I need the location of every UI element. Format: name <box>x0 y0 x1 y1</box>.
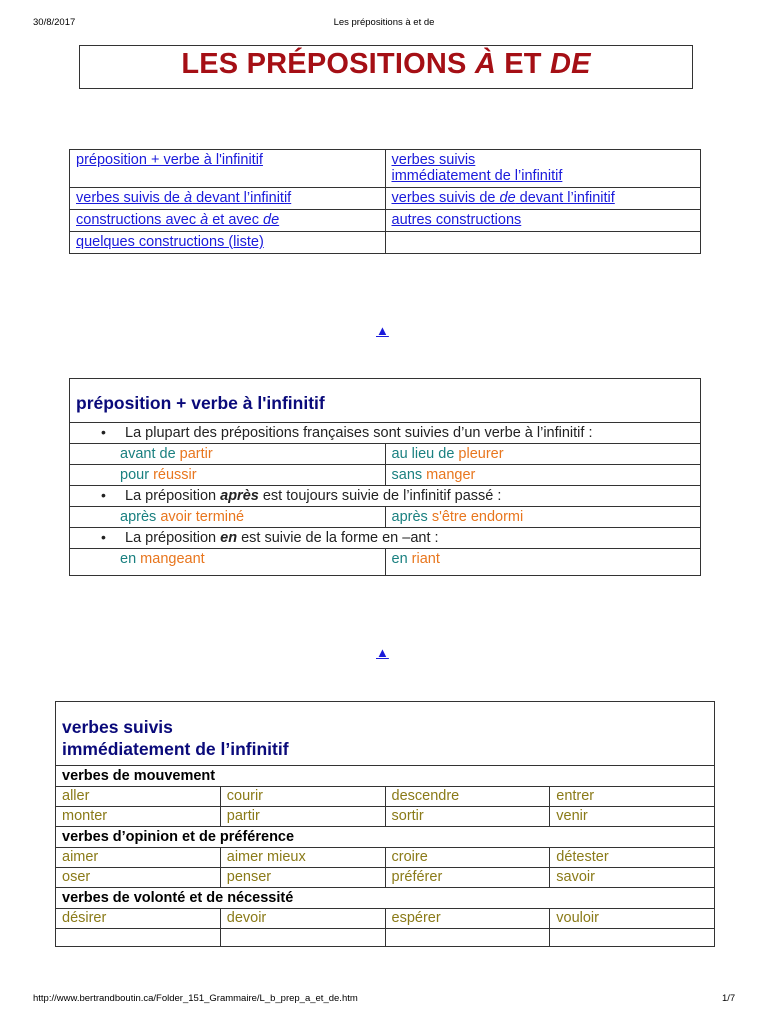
group-title: verbes d’opinion et de préférence <box>56 827 715 848</box>
section-verbes-immediatement <box>55 701 715 947</box>
toc-link-preposition-infinitif[interactable]: préposition + verbe à l'infinitif <box>76 152 263 168</box>
print-page-number: 1/7 <box>722 993 736 1004</box>
toc-cell <box>385 150 701 188</box>
print-url: http://www.bertrandboutin.ca/Folder_151_Grammaire/L_b_prep_a_et_de.htm <box>33 993 358 1004</box>
back-to-top-arrow-1[interactable]: ▲ <box>376 323 389 338</box>
bullet-icon: • <box>101 487 106 503</box>
print-doc-title: Les prépositions à et de <box>333 17 435 28</box>
group-title: verbes de volonté et de nécessité <box>56 888 715 909</box>
verb-cell: venir <box>550 807 715 827</box>
verb-cell: partir <box>220 807 385 827</box>
verb-cell: savoir <box>550 868 715 888</box>
example-cell: en riant <box>385 549 701 576</box>
example-cell: avant de partir <box>70 444 386 465</box>
toc-cell <box>385 210 701 232</box>
example-cell: au lieu de pleurer <box>385 444 701 465</box>
verb-cell: monter <box>56 807 221 827</box>
section-heading: préposition + verbe à l'infinitif <box>70 379 701 423</box>
toc-cell <box>385 188 701 210</box>
verb-cell-empty <box>220 929 385 947</box>
group-title: verbes de mouvement <box>56 766 715 787</box>
verb-cell-empty <box>56 929 221 947</box>
toc-cell <box>70 150 386 188</box>
verb-cell-empty <box>550 929 715 947</box>
example-cell: pour réussir <box>70 465 386 486</box>
toc-link-quelques-constructions[interactable]: quelques constructions (liste) <box>76 234 264 250</box>
rule-bullet: • La plupart des prépositions françaises sont suivies d’un verbe à l’infinitif : <box>70 423 701 444</box>
bullet-icon: • <box>101 529 106 545</box>
example-cell: après s'être endormi <box>385 507 701 528</box>
toc-link-verbes-immediatement[interactable]: verbes suivis immédiatement de l’infinitif <box>391 152 563 184</box>
verb-cell: entrer <box>550 787 715 807</box>
section-preposition-infinitif <box>69 378 701 576</box>
verb-cell: oser <box>56 868 221 888</box>
rule-bullet: • La préposition en est suivie de la forme en –ant : <box>70 528 701 549</box>
verb-cell: détester <box>550 848 715 868</box>
example-cell: après avoir terminé <box>70 507 386 528</box>
verb-cell: croire <box>385 848 550 868</box>
verb-cell: désirer <box>56 909 221 929</box>
verb-cell: courir <box>220 787 385 807</box>
verb-cell: descendre <box>385 787 550 807</box>
toc-link-autres-constructions[interactable]: autres constructions <box>391 212 522 228</box>
example-cell: sans manger <box>385 465 701 486</box>
section-heading: verbes suivis immédiatement de l’infinitif <box>56 702 715 766</box>
toc-link-verbes-de[interactable]: verbes suivis de de devant l’infinitif <box>391 190 615 206</box>
verb-cell: penser <box>220 868 385 888</box>
toc-link-verbes-a[interactable]: verbes suivis de à devant l’infinitif <box>76 190 292 206</box>
verb-cell: aimer <box>56 848 221 868</box>
print-date: 30/8/2017 <box>33 17 76 28</box>
toc-cell <box>70 232 386 254</box>
toc-cell-empty <box>385 232 701 254</box>
back-to-top-arrow-2[interactable]: ▲ <box>376 645 389 660</box>
verb-cell: espérer <box>385 909 550 929</box>
verb-cell-empty <box>385 929 550 947</box>
verb-cell: vouloir <box>550 909 715 929</box>
title-box <box>79 45 693 89</box>
verb-cell: sortir <box>385 807 550 827</box>
page-title: LES PRÉPOSITIONS À ET DE <box>181 48 591 80</box>
example-cell: en mangeant <box>70 549 386 576</box>
bullet-icon: • <box>101 424 106 440</box>
verb-cell: devoir <box>220 909 385 929</box>
toc-cell <box>70 188 386 210</box>
rule-bullet: • La préposition après est toujours suivie de l’infinitif passé : <box>70 486 701 507</box>
toc-link-constructions-a-de[interactable]: constructions avec à et avec de <box>76 212 280 228</box>
toc-cell <box>70 210 386 232</box>
verb-cell: préférer <box>385 868 550 888</box>
verb-cell: aimer mieux <box>220 848 385 868</box>
verb-cell: aller <box>56 787 221 807</box>
toc-table <box>69 149 701 254</box>
